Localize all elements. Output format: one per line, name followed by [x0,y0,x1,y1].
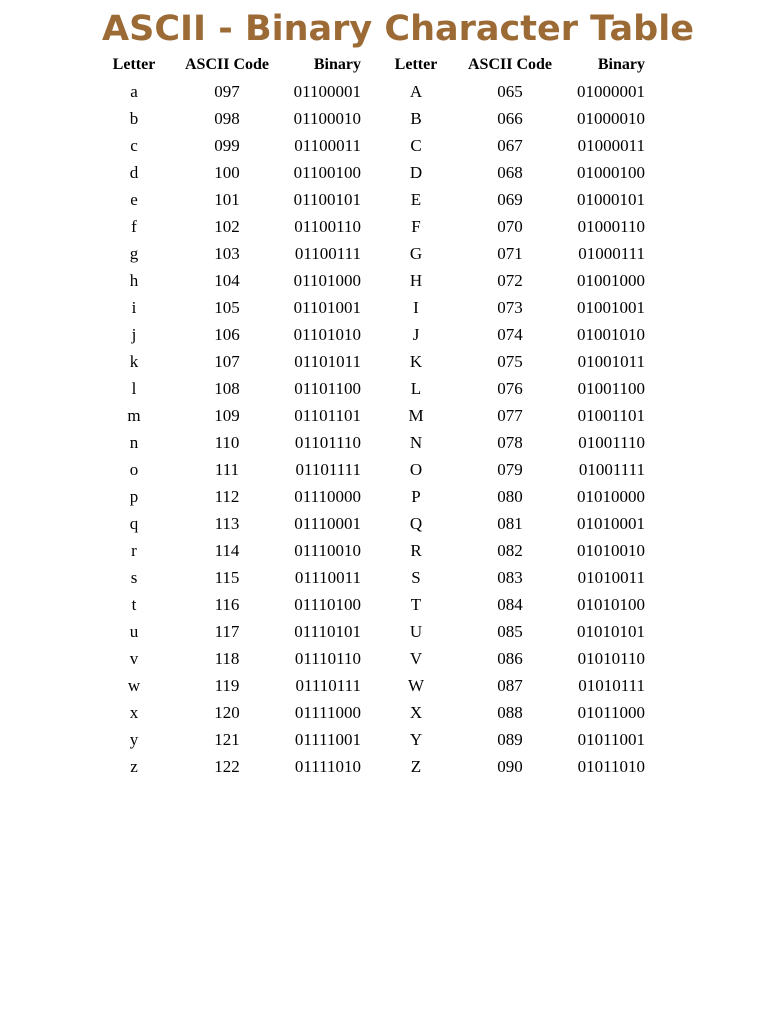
cell-binary-lower: 01110000 [294,487,361,506]
cell-letter-lower: f [131,217,137,236]
cell-binary-lower: 01101001 [293,298,361,317]
cell-binary-upper: 01001101 [577,406,645,425]
cell-letter-lower: g [129,244,139,263]
cell-ascii-code-upper: 065 [497,82,523,101]
cell-letter-upper: N [409,433,423,452]
cell-ascii-code-lower: 121 [214,730,240,749]
table-row [0,294,768,321]
cell-binary-lower: 01100100 [293,163,361,182]
cell-binary-upper: 01000101 [577,190,645,209]
cell-letter-lower: i [131,298,137,317]
table-row [0,672,768,699]
header-binary-upper: Binary [597,56,645,73]
cell-ascii-code-upper: 088 [497,703,523,722]
cell-ascii-code-lower: 111 [214,460,240,479]
cell-binary-upper: 01001000 [577,271,645,290]
cell-binary-lower: 01101100 [294,379,361,398]
cell-binary-upper: 01001111 [578,460,645,479]
table-row [0,132,768,159]
cell-ascii-code-upper: 069 [497,190,523,209]
cell-letter-lower: k [129,352,139,371]
table-row [0,591,768,618]
cell-ascii-code-upper: 067 [497,136,523,155]
cell-binary-upper: 01000100 [577,163,645,182]
header-binary-lower: Binary [313,56,361,73]
cell-letter-upper: L [410,379,422,398]
cell-binary-upper: 01001010 [577,325,645,344]
cell-binary-lower: 01110010 [294,541,361,560]
cell-binary-lower: 01101101 [294,406,361,425]
cell-binary-upper: 01011000 [577,703,645,722]
cell-ascii-code-lower: 110 [214,433,240,452]
header-letter-upper: Letter [394,56,438,73]
cell-letter-lower: p [129,487,139,506]
cell-letter-lower: b [129,109,139,128]
cell-binary-lower: 01110011 [294,568,361,587]
table-row [0,321,768,348]
cell-ascii-code-upper: 082 [497,541,523,560]
table-row [0,456,768,483]
cell-ascii-code-upper: 089 [497,730,523,749]
cell-binary-upper: 01000111 [578,244,645,263]
cell-ascii-code-upper: 072 [497,271,523,290]
cell-binary-lower: 01100110 [294,217,361,236]
cell-ascii-code-lower: 118 [214,649,240,668]
cell-binary-upper: 01010101 [577,622,645,641]
cell-letter-upper: H [409,271,423,290]
cell-ascii-code-lower: 115 [214,568,240,587]
cell-binary-upper: 01000010 [577,109,645,128]
cell-letter-lower: w [127,676,141,695]
cell-letter-upper: P [411,487,421,506]
cell-letter-upper: A [409,82,423,101]
cell-ascii-code-upper: 083 [497,568,523,587]
cell-letter-upper: R [410,541,422,560]
cell-binary-upper: 01010001 [577,514,645,533]
cell-binary-lower: 01101011 [294,352,361,371]
cell-ascii-code-lower: 113 [214,514,240,533]
cell-letter-upper: W [407,676,425,695]
cell-ascii-code-lower: 100 [214,163,240,182]
cell-letter-upper: Y [409,730,423,749]
cell-binary-lower: 01110101 [294,622,361,641]
cell-ascii-code-upper: 073 [497,298,523,317]
cell-ascii-code-upper: 070 [497,217,523,236]
cell-binary-upper: 01001001 [577,298,645,317]
header-ascii-code-upper: ASCII Code [467,56,553,73]
cell-ascii-code-upper: 081 [497,514,523,533]
cell-binary-upper: 01000001 [577,82,645,101]
cell-letter-upper: K [409,352,423,371]
cell-ascii-code-upper: 075 [497,352,523,371]
cell-ascii-code-lower: 107 [214,352,240,371]
cell-letter-lower: c [130,136,138,155]
cell-ascii-code-upper: 084 [497,595,523,614]
cell-letter-upper: Q [409,514,423,533]
cell-letter-lower: d [129,163,139,182]
cell-ascii-code-lower: 106 [214,325,240,344]
cell-ascii-code-upper: 066 [497,109,523,128]
table-row [0,429,768,456]
cell-binary-upper: 01010100 [577,595,645,614]
page-title: ASCII - Binary Character Table [102,9,694,49]
cell-letter-upper: E [410,190,422,209]
table-row [0,78,768,105]
table-row [0,267,768,294]
cell-ascii-code-lower: 105 [214,298,240,317]
table-row [0,402,768,429]
cell-binary-lower: 01110001 [294,514,361,533]
cell-ascii-code-upper: 071 [497,244,523,263]
cell-binary-lower: 01101000 [293,271,361,290]
cell-binary-lower: 01111001 [294,730,361,749]
cell-letter-lower: j [131,325,137,344]
cell-ascii-code-lower: 102 [214,217,240,236]
cell-letter-lower: o [129,460,139,479]
cell-binary-upper: 01001011 [577,352,645,371]
cell-binary-upper: 01000110 [577,217,645,236]
cell-ascii-code-lower: 104 [214,271,240,290]
cell-binary-upper: 01001100 [577,379,645,398]
cell-ascii-code-lower: 109 [214,406,240,425]
table-row [0,564,768,591]
table-row [0,483,768,510]
cell-letter-upper: C [410,136,422,155]
cell-binary-upper: 01010110 [577,649,645,668]
table-row [0,510,768,537]
cell-binary-upper: 01011010 [577,757,645,776]
cell-ascii-code-lower: 116 [214,595,240,614]
cell-binary-lower: 01110100 [294,595,361,614]
cell-binary-lower: 01100101 [293,190,361,209]
cell-letter-lower: u [129,622,139,641]
cell-letter-upper: J [412,325,420,344]
cell-letter-lower: a [130,82,138,101]
cell-letter-upper: G [409,244,423,263]
cell-binary-lower: 01110111 [295,676,361,695]
cell-binary-lower: 01101010 [293,325,361,344]
cell-letter-upper: D [409,163,423,182]
cell-binary-lower: 01100010 [293,109,361,128]
table-row [0,699,768,726]
cell-ascii-code-lower: 120 [214,703,240,722]
cell-letter-upper: T [410,595,422,614]
table-row [0,618,768,645]
cell-binary-upper: 01010000 [577,487,645,506]
cell-binary-lower: 01100001 [293,82,361,101]
cell-letter-upper: B [410,109,422,128]
cell-ascii-code-lower: 117 [214,622,240,641]
header-ascii-code-lower: ASCII Code [184,56,270,73]
cell-letter-upper: Z [410,757,422,776]
cell-binary-upper: 01011001 [577,730,645,749]
cell-letter-lower: n [129,433,139,452]
cell-binary-lower: 01101111 [295,460,361,479]
cell-letter-upper: X [409,703,423,722]
cell-ascii-code-upper: 076 [497,379,523,398]
cell-binary-lower: 01101110 [294,433,361,452]
table-row [0,726,768,753]
cell-letter-upper: U [409,622,423,641]
cell-ascii-code-lower: 114 [214,541,240,560]
cell-ascii-code-lower: 112 [214,487,240,506]
ascii-binary-table [0,51,768,780]
cell-binary-upper: 01010011 [577,568,645,587]
cell-ascii-code-upper: 068 [497,163,523,182]
table-row [0,645,768,672]
cell-ascii-code-lower: 097 [214,82,240,101]
cell-binary-lower: 01100011 [294,136,361,155]
cell-ascii-code-upper: 074 [497,325,523,344]
cell-ascii-code-upper: 078 [497,433,523,452]
cell-ascii-code-lower: 098 [214,109,240,128]
cell-binary-upper: 01001110 [578,433,645,452]
cell-ascii-code-lower: 108 [214,379,240,398]
cell-binary-upper: 01010111 [578,676,645,695]
cell-letter-lower: t [131,595,137,614]
cell-ascii-code-lower: 119 [214,676,240,695]
cell-letter-upper: S [411,568,421,587]
cell-letter-upper: O [409,460,423,479]
cell-binary-upper: 01010010 [577,541,645,560]
cell-letter-upper: M [408,406,424,425]
table-row [0,348,768,375]
cell-letter-lower: q [129,514,139,533]
table-row [0,186,768,213]
cell-letter-lower: s [130,568,138,587]
cell-letter-lower: z [130,757,138,776]
table-row [0,375,768,402]
cell-letter-lower: h [129,271,139,290]
table-row [0,753,768,780]
cell-ascii-code-lower: 103 [214,244,240,263]
table-row [0,240,768,267]
cell-ascii-code-upper: 077 [497,406,523,425]
cell-letter-lower: e [130,190,138,209]
cell-letter-lower: m [127,406,141,425]
cell-binary-lower: 01111010 [294,757,361,776]
cell-binary-lower: 01111000 [294,703,361,722]
cell-letter-upper: V [409,649,423,668]
cell-ascii-code-upper: 080 [497,487,523,506]
cell-ascii-code-upper: 087 [497,676,523,695]
cell-letter-lower: x [129,703,139,722]
cell-ascii-code-upper: 090 [497,757,523,776]
cell-letter-upper: F [411,217,421,236]
cell-ascii-code-upper: 079 [497,460,523,479]
cell-letter-lower: l [131,379,137,398]
table-row [0,105,768,132]
cell-binary-upper: 01000011 [577,136,645,155]
cell-ascii-code-lower: 099 [214,136,240,155]
table-header-row [0,51,768,78]
cell-ascii-code-lower: 101 [214,190,240,209]
cell-letter-lower: r [131,541,137,560]
cell-letter-lower: v [129,649,139,668]
cell-ascii-code-lower: 122 [214,757,240,776]
table-row [0,213,768,240]
table-row [0,537,768,564]
cell-binary-lower: 01100111 [294,244,361,263]
cell-letter-lower: y [129,730,139,749]
cell-ascii-code-upper: 086 [497,649,523,668]
table-row [0,159,768,186]
header-letter-lower: Letter [112,56,156,73]
cell-letter-upper: I [413,298,419,317]
cell-binary-lower: 01110110 [294,649,361,668]
cell-ascii-code-upper: 085 [497,622,523,641]
